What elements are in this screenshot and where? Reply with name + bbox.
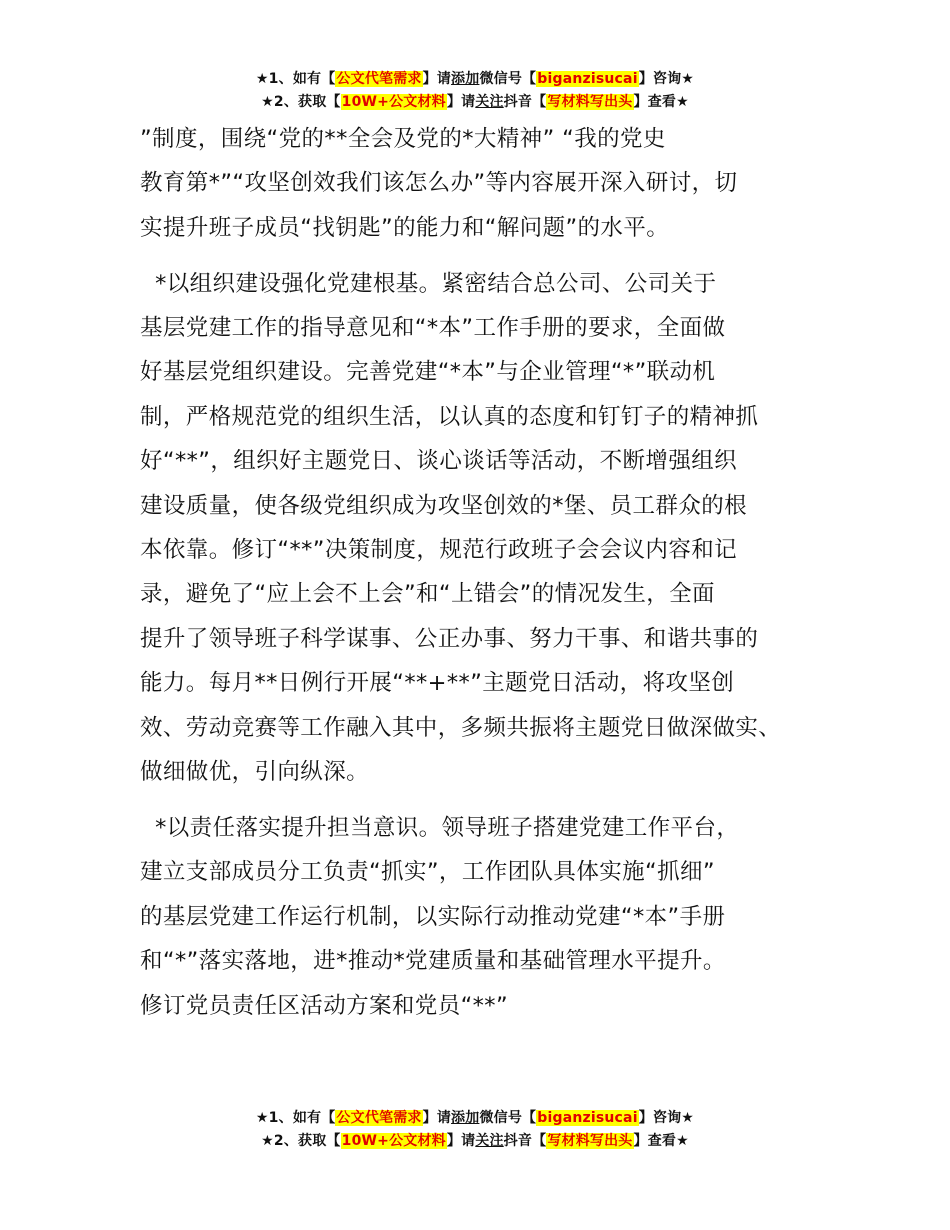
footer-line-2 [0,1130,950,1153]
header-line-1-highlight-ghostwriting: 公文代笔需求 [336,71,422,87]
text-line: 好“**”，组织好主题党日、谈心谈话等活动，不断增强组织 [140,448,738,475]
header-line-2-underlined: 关注 [475,94,504,110]
header-line-1 [0,68,950,91]
text-line: *以责任落实提升担当意识。领导班子搭建党建工作平台， [140,814,740,841]
text-line: 录，避免了“应上会不上会”和“上错会”的情况发生，全面 [140,581,715,608]
header-line-2-mid: 】请 [446,94,476,110]
text-line: 和“*”落实落地，进*推动*党建质量和基础管理水平提升。 [140,948,726,975]
footer-line-2-prefix: ★2、获取【 [261,1133,341,1149]
paragraph-3 [140,806,840,1028]
text-line: 修订党员责任区活动方案和党员“**” [140,992,509,1019]
document-body [140,117,840,1028]
footer-line-1-mid: 】请 [422,1110,452,1126]
text-line: 建设质量，使各级党组织成为攻坚创效的*堡、员工群众的根 [140,492,748,519]
footer-line-1-prefix: ★1、如有【 [255,1110,336,1126]
text-line: 本依靠。修订“**”决策制度，规范行政班子会会议内容和记 [140,537,738,564]
header-line-2-highlight-douyin: 写材料写出头 [547,94,633,110]
footer-line-1 [0,1107,950,1130]
footer-line-2-mid2: 抖音【 [503,1133,547,1149]
footer-line-2-mid: 】请 [446,1133,476,1149]
footer-line-1-underlined: 添加 [451,1110,480,1126]
text-line: 做细做优，引向纵深。 [140,759,370,786]
header-line-2-suffix: 】查看★ [633,94,689,110]
paragraph-2 [140,262,840,795]
text-line: 的基层党建工作运行机制，以实际行动推动党建“*本”手册 [140,903,726,930]
text-line: 建立支部成员分工负责“抓实”，工作团队具体实施“抓细” [140,859,715,886]
footer-line-1-mid2: 微信号【 [479,1110,537,1126]
header-line-1-prefix: ★1、如有【 [255,71,336,87]
header-line-1-mid: 】请 [422,71,452,87]
text-line: 教育第*”“攻坚创效我们该怎么办”等内容展开深入研讨，切 [140,170,738,197]
footer-line-2-highlight-materials: 10W+公文材料 [341,1133,446,1149]
footer-line-1-suffix: 】咨询★ [638,1110,695,1126]
footer-banner [0,1107,950,1153]
header-line-1-underlined: 添加 [451,71,480,87]
header-line-2 [0,91,950,114]
text-line: ”制度，围绕“党的**全会及党的*大精神” “我的党史 [140,126,666,152]
text-line: 制，严格规范党的组织生活，以认真的态度和钉钉子的精神抓 [140,403,759,430]
text-line: *以组织建设强化党建根基。紧密结合总公司、公司关于 [140,270,717,297]
footer-line-2-highlight-douyin: 写材料写出头 [547,1133,633,1149]
header-line-2-prefix: ★2、获取【 [261,94,341,110]
header-line-1-suffix: 】咨询★ [638,71,695,87]
text-line: 基层党建工作的指导意见和“*本”工作手册的要求，全面做 [140,315,726,342]
header-line-2-highlight-materials: 10W+公文材料 [341,94,446,110]
footer-line-2-suffix: 】查看★ [633,1133,689,1149]
footer-line-1-highlight-wechat-id: biganzisucai [537,1110,638,1126]
text-line: 提升了领导班子科学谋事、公正办事、努力干事、和谐共事的 [140,625,759,652]
footer-line-1-highlight-ghostwriting: 公文代笔需求 [336,1110,422,1126]
header-line-1-highlight-wechat-id: biganzisucai [537,71,638,87]
text-line: 实提升班子成员“找钥匙”的能力和“解问题”的水平。 [140,214,670,241]
paragraph-1 [140,117,840,250]
header-line-2-mid2: 抖音【 [503,94,547,110]
header-banner [0,68,950,114]
text-line: 效、劳动竞赛等工作融入其中，多频共振将主题党日做深做实、 [140,714,782,741]
footer-line-2-underlined: 关注 [475,1133,504,1149]
header-line-1-mid2: 微信号【 [479,71,537,87]
text-line: 好基层党组织建设。完善党建“*本”与企业管理“*”联动机 [140,359,716,386]
text-line: 能力。每月**日例行开展“**+**”主题党日活动，将攻坚创 [140,670,735,697]
